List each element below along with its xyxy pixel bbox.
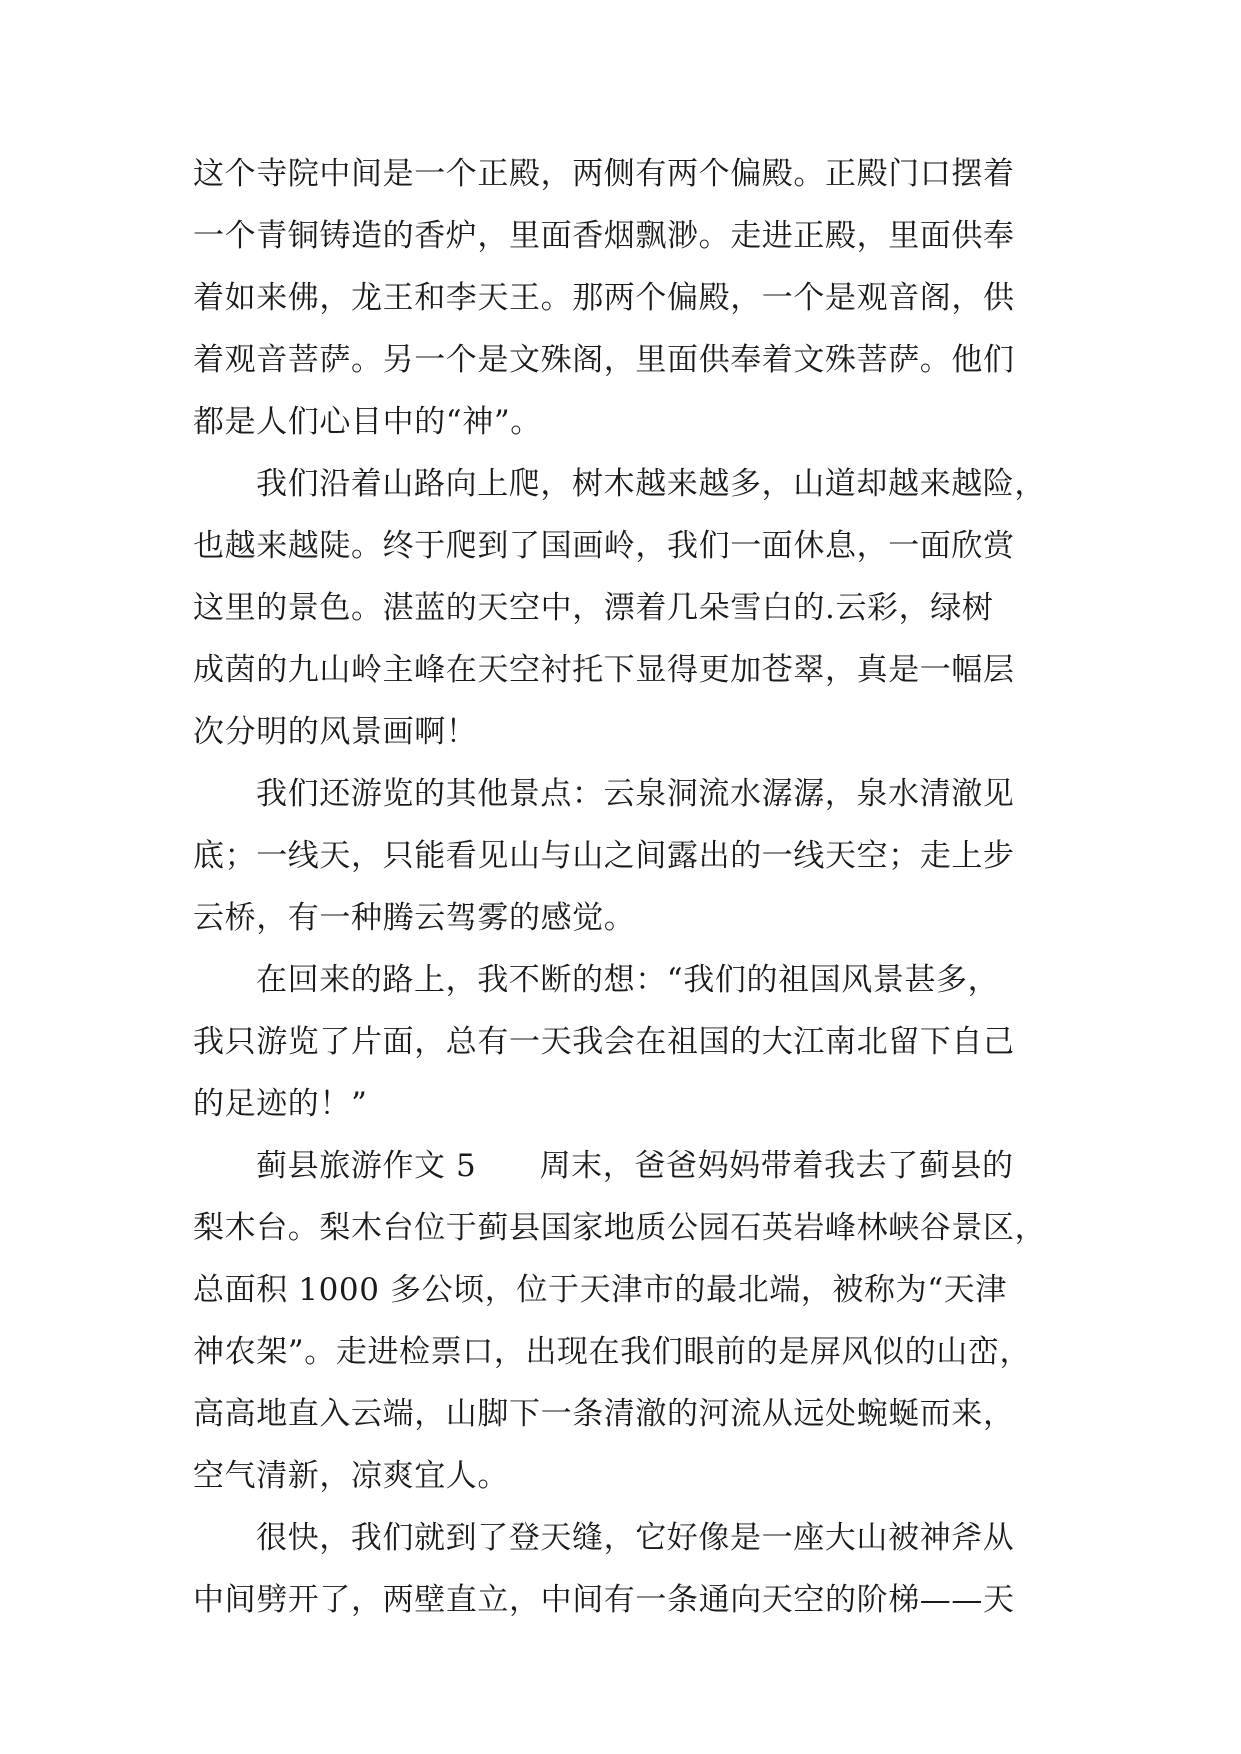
text-line: 一个青铜铸造的香炉，里面香烟飘渺。走进正殿，里面供奉 <box>193 218 1015 254</box>
paragraph-first-line: 很快，我们就到了登天缝，它好像是一座大山被神斧从 <box>256 1520 1015 1556</box>
document-body <box>193 143 1058 1631</box>
text-line: 这个寺院中间是一个正殿，两侧有两个偏殿。正殿门口摆着 <box>193 156 1015 192</box>
text-line: 着观音菩萨。另一个是文殊阁，里面供奉着文殊菩萨。他们 <box>193 342 1015 378</box>
text-line: 的足迹的！” <box>193 1086 368 1122</box>
paragraph-first-line: 我们沿着山路向上爬，树木越来越多，山道却越来越险， <box>256 466 1046 502</box>
text-line: 云桥，有一种腾云驾雾的感觉。 <box>193 900 636 936</box>
text-line: 空气清新，凉爽宜人。 <box>193 1458 509 1494</box>
paragraph-first-line: 我们还游览的其他景点：云泉洞流水潺潺，泉水清澈见 <box>256 776 1015 812</box>
text-line: 都是人们心目中的“神”。 <box>193 404 542 440</box>
text-line: 神农架”。走进检票口，出现在我们眼前的是屏风似的山峦， <box>193 1334 1032 1370</box>
text-line: 中间劈开了，两壁直立，中间有一条通向天空的阶梯——天 <box>193 1582 1015 1618</box>
text-line: 总面积 1000 多公顷，位于天津市的最北端，被称为“天津 <box>193 1272 1007 1308</box>
paragraph-first-line: 蓟县旅游作文 5 周末，爸爸妈妈带着我去了蓟县的 <box>256 1148 1014 1184</box>
text-line: 着如来佛，龙王和李天王。那两个偏殿，一个是观音阁，供 <box>193 280 1015 316</box>
text-line: 底；一线天，只能看见山与山之间露出的一线天空；走上步 <box>193 838 1015 874</box>
text-line: 这里的景色。湛蓝的天空中，漂着几朵雪白的.云彩，绿树 <box>193 590 994 626</box>
text-line: 也越来越陡。终于爬到了国画岭，我们一面休息，一面欣赏 <box>193 528 1015 564</box>
text-line: 我只游览了片面，总有一天我会在祖国的大江南北留下自己 <box>193 1024 1015 1060</box>
text-line: 梨木台。梨木台位于蓟县国家地质公园石英岩峰林峡谷景区， <box>193 1210 1047 1246</box>
text-line: 次分明的风景画啊！ <box>193 714 478 750</box>
text-line: 成茵的九山岭主峰在天空衬托下显得更加苍翠，真是一幅层 <box>193 652 1015 688</box>
text-line: 高高地直入云端，山脚下一条清澈的河流从远处蜿蜒而来， <box>193 1396 1015 1432</box>
paragraph-first-line: 在回来的路上，我不断的想：“我们的祖国风景甚多， <box>256 962 1000 998</box>
